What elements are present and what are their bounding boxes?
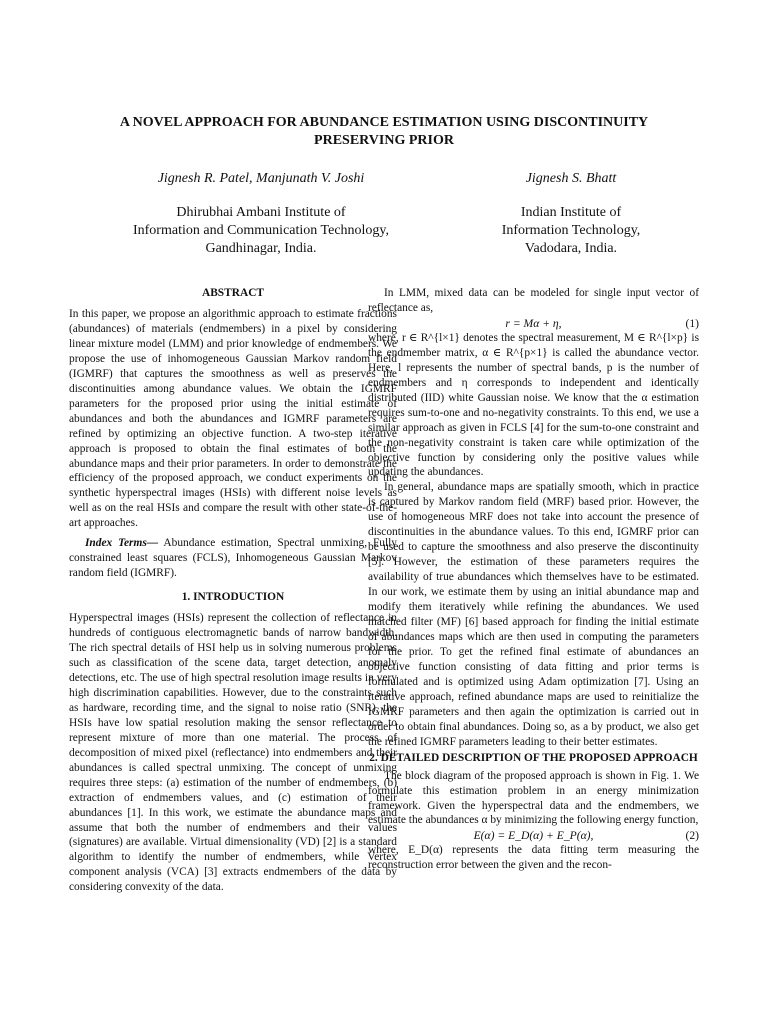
block-diagram-paragraph: The block diagram of the proposed approach is shown in Fig. 1. We formulate this estimation problem in an energy minimization framework. Given the hyperspectral data and the endmembers, we estimate the abundances α by minimizing the following energy function, — [368, 769, 699, 827]
lmm-definitions-paragraph: where, r ∈ R^{l×1} denotes the spectral measurement, M ∈ R^{l×p} is the endmember matrix, α ∈ R^{p×1} is called the abundance vector. Here, l represents the number of spectral bands, p is the number of endmembers and η corresponds to independent and identically distributed (IID) white Gaussian noise. We know that the α estimation requires sum-to-one and no-negativity constraints. To this end, we use a similar approach as given in FCLS [4] for the sum-to-one constraint and the non-negativity constraint is taken care while optimization of the objective function by considering only the positive values while updating the abundances. — [368, 331, 699, 479]
introduction-heading: 1. INTRODUCTION — [181, 591, 285, 604]
affiliation-right-line: Vadodara, India. — [524, 241, 618, 256]
affiliation-left-line: Information and Communication Technology, — [132, 223, 390, 238]
lmm-paragraph: In LMM, mixed data can be modeled for single input vector of reflectance as, — [368, 287, 699, 314]
index-terms-label: Index Terms— — [85, 537, 159, 550]
equation-1-body: r = Mα + η, — [505, 316, 562, 330]
equation-2-body: E(α) = E_D(α) + E_P(α), — [473, 829, 594, 843]
equation-1 — [368, 316, 699, 331]
affiliation-left-line: Gandhinagar, India. — [205, 241, 317, 256]
affiliation-left-line: Dhirubhai Ambani Institute of — [176, 205, 346, 220]
abundance-maps-paragraph: In general, abundance maps are spatially smooth, which in practice is captured by Markov random field (MRF) based prior. However, the use of homogeneous MRF does not take into account the presence of discontinuities in the abundance values. To this end, IGMRF prior can be used to capture the smoothness and also preserve the discontinuity [5]. However, the estimation of these parameters requires the availability of true abundances which themselves have to be estimated. In our work, we estimate them by using an initial abundance map and modify them iteratively while refining the abundances. We used matched filter (MF) [6] based approach for finding the initial estimate of abundances maps which are then used in computing the parameters for the prior. To get the refined final estimate of abundances an objective function consisting of data fitting and prior terms is formulated and is optimized using Adam optimization [7]. Using an iterative approach, refined abundance maps are used to reinitialize the IGMRF parameters and then again the optimization is carried out in order to obtain final abundances. Doing so, as a by product, we also get the refined IGMRF parameters leading to their better estimates. — [368, 481, 699, 748]
title-line-2: PRESERVING PRIOR — [314, 133, 454, 148]
authors-left: Jignesh R. Patel, Manjunath V. Joshi — [157, 171, 365, 186]
paper-title — [60, 114, 708, 150]
abstract-text: In this paper, we propose an algorithmic approach to estimate fractions (abundances) of materials (endmembers) in a pixel by considering linear mixture model (LMM) and prior knowledge of endmembers. We propose the use of inhomogeneous Gaussian Markov random field (IGMRF) that captures the smoothness as well as preserves the discontinuities among abundance values. We obtain the IGMRF parameters for the proposed prior using the initial estimate of abundances and both the abundances and IGMRF parameters are refined by optimizing an objective function. A two-step iterative approach is proposed to obtain the final estimates of both the abundance maps and their prior parameters. In order to demonstrate the efficiency of the proposed approach, we conduct experiments on the synthetic hyperspectral images (HSIs) with different noise levels as well as on the real HSIs and compare the result with other state-of-the-art approaches. — [69, 308, 397, 530]
equation-2-number: (2) — [685, 829, 699, 843]
authors-right: Jignesh S. Bhatt — [525, 171, 617, 186]
right-column — [368, 286, 699, 873]
data-fitting-paragraph: where, E_D(α) represents the data fitting term measuring the reconstruction error between the given and the recon- — [368, 844, 699, 872]
left-column — [69, 286, 397, 895]
equation-1-number: (1) — [685, 316, 699, 330]
section-2-heading: 2. DETAILED DESCRIPTION OF THE PROPOSED APPROACH — [369, 751, 698, 764]
equation-2 — [368, 828, 699, 843]
affiliation-left — [110, 204, 412, 258]
title-line-1: A NOVEL APPROACH FOR ABUNDANCE ESTIMATION USING DISCONTINUITY — [119, 115, 649, 130]
index-terms — [69, 536, 397, 581]
affiliation-right — [470, 204, 672, 258]
abstract-heading: ABSTRACT — [201, 287, 265, 299]
affiliation-right-line: Information Technology, — [501, 223, 641, 238]
index-terms-text: Abundance estimation, Spectral unmixing, Fully constrained least squares (FCLS), Inhomogeneous Gaussian Markov random field (IGMRF). — [69, 537, 397, 580]
introduction-text: Hyperspectral images (HSIs) represent the collection of reflectance in hundreds of contiguous electromagnetic bands of narrow bandwidth. The rich spectral details of HSI help us in solving numerous problems such as classification of the scene data, target detection, anomaly detections, etc. The use of high spectral resolution image results in very high discrimination capabilities. However, due to the constraints such as hardware, recording time, and the signal to noise ratio (SNR), the HSIs have low spatial resolution making the sensor reflectance to represent mixture of more than one material. The process of decomposition of mixed pixel (reflectance) into endmembers and their abundances is called spectral unmixing. The concept of unmixing requires three steps: (a) estimation of the number of endmembers, (b) extraction of endmembers values, and (c) estimation of their abundances [1]. In this work, we estimate the abundance maps and assume that both the number of endmembers and their values (signatures) are available. Virtual dimensionality (VD) [2] is a standard algorithm to identify the number of endmembers, while Vertex component analysis (VCA) [3] extracts endmembers of the data by considering convexity of the data. — [69, 612, 397, 894]
affiliation-right-line: Indian Institute of — [520, 205, 622, 220]
